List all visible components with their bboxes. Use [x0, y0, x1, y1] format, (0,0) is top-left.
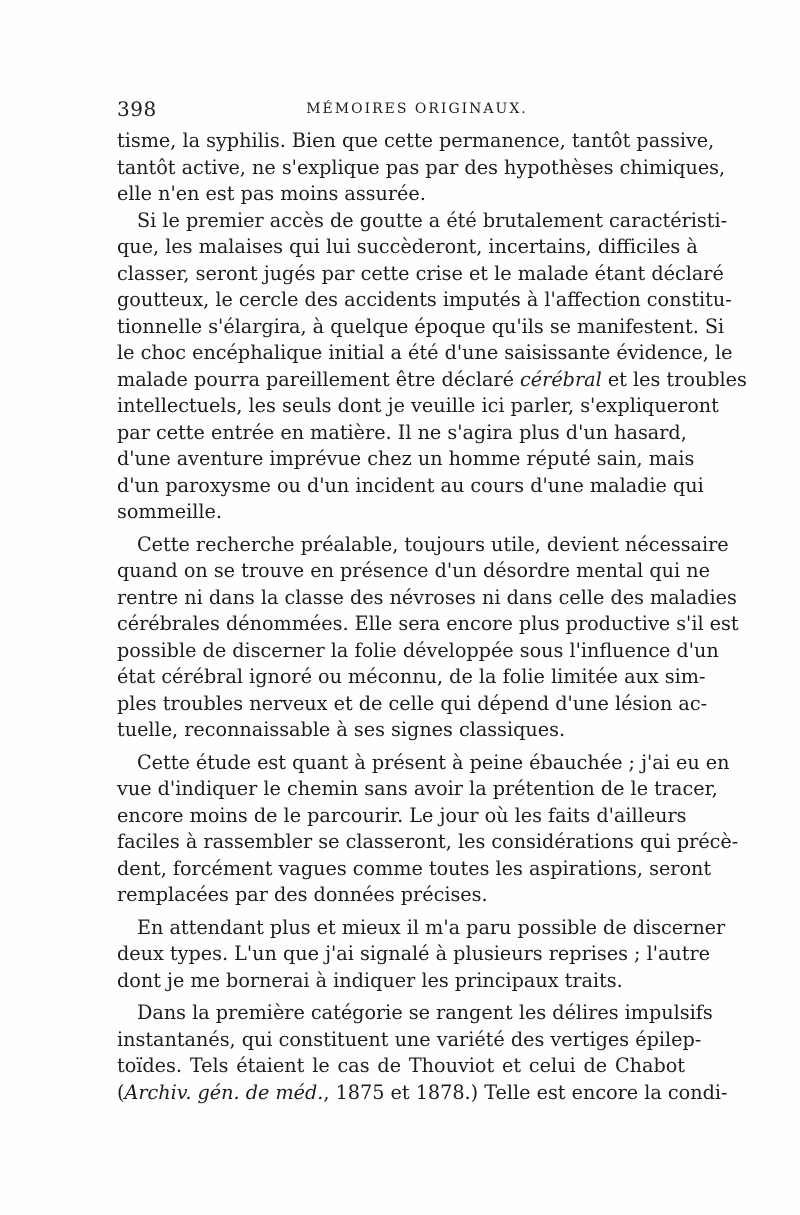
text-line: instantanés, qui constituent une variété des vertiges épilep-	[117, 1027, 702, 1051]
text-line: cérébrales dénommées. Elle sera encore plus productive s'il est	[117, 612, 739, 635]
text-line: Cette étude est quant à présent à peine ébauchée ; j'ai eu en	[137, 750, 730, 774]
text-line: dent, forcément vagues comme toutes les aspirations, seront	[117, 856, 712, 880]
text-segment: , 1875 et 1878.) Telle est encore la condi-	[323, 1080, 728, 1104]
text-line: toïdes. Tels étaient le cas de Thouviot et celui de Chabot	[117, 1054, 685, 1077]
text-line: En attendant plus et mieux il m'a paru possible de discerner	[137, 915, 726, 939]
page-header	[117, 97, 687, 127]
text-line: faciles à rassembler se classeront, les considérations qui précè-	[117, 830, 739, 853]
text-line: ples troubles nerveux et de celle qui dépend d'une lésion ac-	[117, 691, 708, 715]
text-line: rentre ni dans la classe des névroses ni dans celle des maladies	[117, 585, 737, 609]
paragraph	[117, 915, 726, 995]
text-line: Dans la première catégorie se rangent les délires impulsifs	[137, 1001, 713, 1024]
text-line: Si le premier accès de goutte a été brutalement caractéristi-	[137, 208, 728, 232]
paragraph	[117, 128, 726, 208]
text-line: tionnelle s'élargira, à quelque époque qu'ils se manifestent. Si	[117, 314, 725, 338]
text-line: Cette recherche préalable, toujours utile, devient nécessaire	[137, 532, 729, 556]
text-line: état cérébral ignoré ou méconnu, de la folie limitée aux sim-	[117, 665, 706, 688]
text-line-with-citation	[117, 1080, 728, 1107]
text-line: le choc encéphalique initial a été d'une saisissante évidence, le	[117, 341, 733, 364]
text-line: elle n'en est pas moins assurée.	[117, 182, 426, 205]
text-segment: et les troubles	[607, 367, 747, 391]
text-line: tisme, la syphilis. Bien que cette permanence, tantôt passive,	[117, 129, 715, 152]
text-line: deux types. L'un que j'ai signalé à plusieurs reprises ; l'autre	[117, 942, 711, 965]
text-line: tantôt active, ne s'explique pas par des hypothèses chimiques,	[117, 155, 726, 179]
paragraph	[117, 208, 747, 526]
text-line: remplacées par des données précises.	[117, 883, 488, 906]
text-line: tuelle, reconnaissable à ses signes classiques.	[117, 718, 566, 741]
running-title: MÉMOIRES ORIGINAUX.	[306, 101, 528, 117]
paragraph	[117, 750, 739, 909]
text-line: que, les malaises qui lui succèderont, incertains, difficiles à	[117, 235, 698, 258]
text-line: intellectuels, les seuls dont je veuille ici parler, s'expliqueront	[117, 394, 719, 417]
text-line: dont je me bornerai à indiquer les principaux traits.	[117, 968, 623, 992]
text-line-with-italic	[117, 367, 747, 394]
text-line: classer, seront jugés par cette crise et le malade étant déclaré	[117, 261, 724, 285]
citation: Archiv. gén. de méd.	[124, 1080, 324, 1104]
text-line: par cette entrée en matière. Il ne s'agira plus d'un hasard,	[117, 420, 687, 444]
page-number: 398	[117, 97, 157, 121]
text-segment: (	[117, 1080, 125, 1104]
text-line: possible de discerner la folie développée sous l'influence d'un	[117, 638, 719, 662]
text-line: vue d'indiquer le chemin sans avoir la prétention de le tracer,	[117, 777, 718, 800]
body-text	[117, 128, 747, 1106]
text-line: d'un paroxysme ou d'un incident au cours d'une maladie qui	[117, 473, 704, 497]
paragraph	[117, 532, 739, 744]
text-line: encore moins de le parcourir. Le jour où les faits d'ailleurs	[117, 803, 687, 827]
text-line: quand on se trouve en présence d'un désordre mental qui ne	[117, 559, 710, 582]
italic-word: cérébral	[520, 367, 602, 391]
paragraph	[117, 1000, 728, 1106]
text-segment: malade pourra pareillement être déclaré	[117, 367, 514, 391]
text-line: goutteux, le cercle des accidents imputés à l'affection constitu-	[117, 288, 732, 311]
text-line: d'une aventure imprévue chez un homme réputé sain, mais	[117, 447, 695, 470]
text-line: sommeille.	[117, 500, 223, 523]
